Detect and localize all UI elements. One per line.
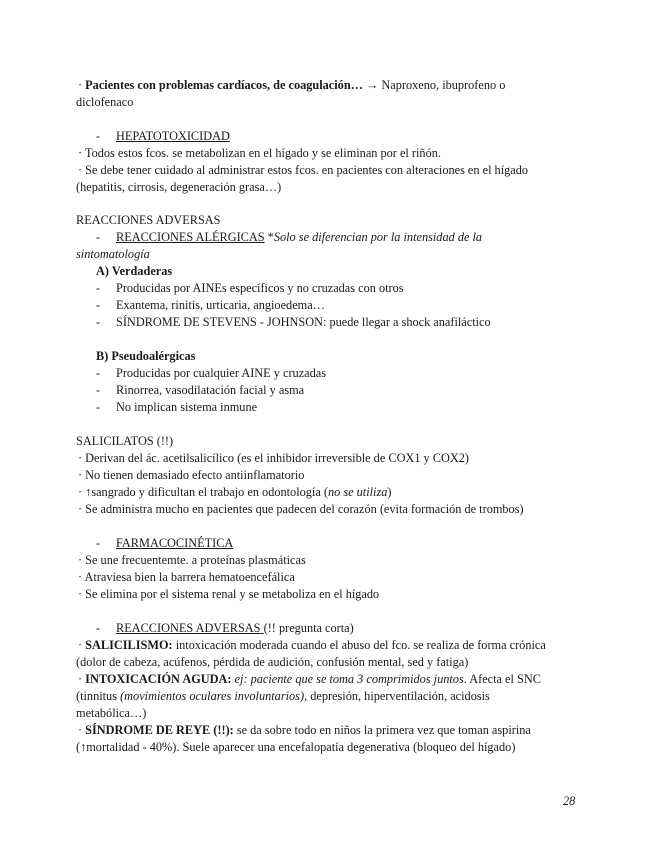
hepato-line-3: (hepatitis, cirrosis, degeneración grasa…) [76, 180, 282, 194]
hepato-line-2: · Se debe tener cuidado al administrar estos fcos. en pacientes con alteraciones en el hígado [78, 163, 529, 177]
farmaco-line-1: · Se une frecuentemte. a proteínas plasmáticas [78, 553, 306, 567]
salicilatos-line-1: · Derivan del ác. acetilsalicílico (es el inhibidor irreversible de COX1 y COX2) [78, 451, 469, 465]
reye-line: · SÍNDROME DE REYE (!!): se da sobre todo en niños la primera vez que toman aspirina [78, 723, 531, 737]
pseudo-label: B) Pseudoalérgicas [96, 349, 196, 363]
salicilatos-heading: SALICILATOS (!!) [76, 434, 174, 448]
alergicas-note-cont: sintomatología [76, 247, 150, 261]
verdaderas-label: A) Verdaderas [96, 264, 173, 278]
salicilismo-cont: (dolor de cabeza, acúfenos, pérdida de audición, confusión mental, sed y fatiga) [76, 655, 469, 669]
salicilatos-line-4: · Se administra mucho en pacientes que padecen del corazón (evita formación de trombos) [78, 502, 524, 516]
adversas-heading: REACCIONES ADVERSAS [76, 213, 221, 227]
farmaco-line-3: · Se elimina por el sistema renal y se metaboliza en el hígado [78, 587, 380, 601]
cardiac-note-line: · Pacientes con problemas cardíacos, de coagulación… → Naproxeno, ibuprofeno o [78, 78, 506, 92]
intoxicacion-line: · INTOXICACIÓN AGUDA: ej: paciente que se toma 3 comprimidos juntos. Afecta el SNC [78, 672, 541, 686]
salicilismo-line: · SALICILISMO: intoxicación moderada cuando el abuso del fco. se realiza de forma crónica [78, 638, 546, 652]
hepato-line-1: · Todos estos fcos. se metabolizan en el hígado y se eliminan por el riñón. [78, 146, 441, 160]
salicilatos-line-2: · No tienen demasiado efecto antiinflamatorio [78, 468, 305, 482]
reye-cont: (↑mortalidad - 40%). Suele aparecer una encefalopatía degenerativa (bloqueo del hígado) [76, 740, 516, 754]
intoxicacion-cont-2: metabólica…) [76, 706, 147, 720]
intoxicacion-cont-1: (tinnitus (movimientos oculares involuntarios), depresión, hiperventilación, acidosis [76, 689, 490, 703]
farmaco-line-2: · Atraviesa bien la barrera hematoencefálica [78, 570, 295, 584]
cardiac-note-cont: diclofenaco [76, 95, 134, 109]
salicilatos-line-3: · ↑sangrado y dificultan el trabajo en odontología (no se utiliza) [78, 485, 392, 499]
page-number: 28 [563, 794, 576, 808]
document-page: · Pacientes con problemas cardíacos, de coagulación… → Naproxeno, ibuprofeno o diclofenaco - HEPATOTOXICIDAD · Todos estos fcos. se metabolizan en el hígado y se eliminan por el riñón. · Se debe tener cuidado al administrar estos fcos. en pacientes con alteraciones en el hígado (hepatitis, cirrosis, degeneración grasa…) REACCIONES ADVERSAS - REACCIONES ALÉRGICAS *Solo se diferencian por la intensidad de la sintomatología A) Verdaderas - Producidas por AINEs específicos y no cruzadas con otros - Exantema, rinitis, urticaria, angioedema… - SÍNDROME DE STEVENS - JOHNSON: puede llegar a shock anafiláctico B) Pseudoalérgicas - Producidas por cualquier AINE y cruzadas - Rinorrea, vasodilatación facial y asma - No implican sistema inmune SALICILATOS (!!) · Derivan del ác. acetilsalicílico (es el inhibidor irreversible de COX1 y COX2) · No tienen demasiado efecto antiinflamatorio · ↑sangrado y dificultan el trabajo en odontología (no se utiliza) · Se administra mucho en pacientes que padecen del corazón (evita formación de trombos) - FARMACOCINÉTICA · Se une frecuentemte. a proteínas plasmáticas · Atraviesa bien la barrera hematoencefálica · Se elimina por el sistema renal y se metaboliza en el hígado - REACCIONES ADVERSAS (!! pregunta corta) · SALICILISMO: intoxicación moderada cuando el abuso del fco. se realiza de forma crónica (dolor de cabeza, acúfenos, pérdida de audición, confusión mental, sed y fatiga) · INTOXICACIÓN AGUDA: ej: paciente que se toma 3 comprimidos juntos. Afecta el SNC (tinnitus (movimientos oculares involuntarios), depresión, hiperventilación, acidosis metabólica…) · SÍNDROME DE REYE (!!): se da sobre todo en niños la primera vez que toman aspirina (↑mortalidad - 40%). Suele aparecer una encefalopatía degenerativa (bloqueo del hígado) 28 [76, 78, 576, 808]
